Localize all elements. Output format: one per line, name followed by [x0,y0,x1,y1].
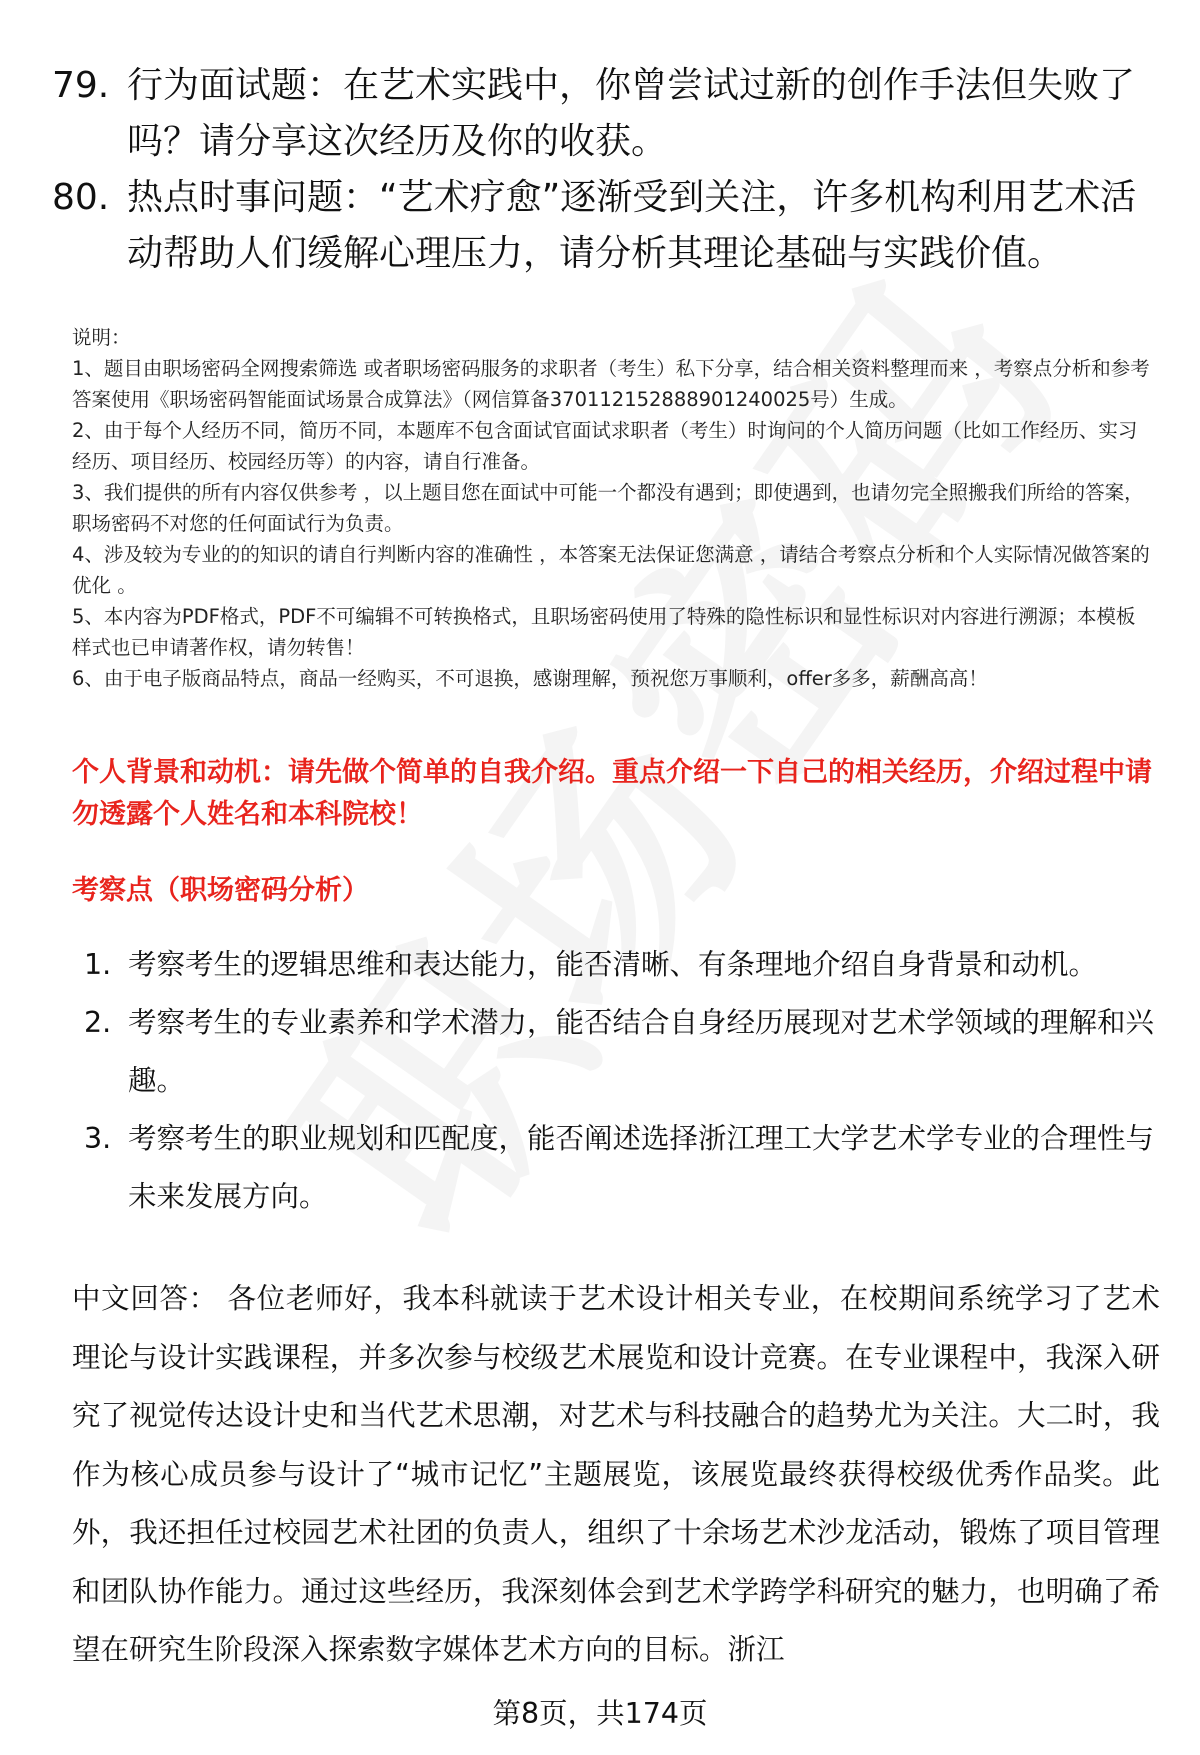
note-item: 6、由于电子版商品特点，商品一经购买，不可退换，感谢理解，预祝您万事顺利，offer多多，薪酬高高！ [72,667,988,690]
point-text: 考察考生的逻辑思维和表达能力，能否清晰、有条理地介绍自身背景和动机。 [128,948,1098,981]
question-text: 热点时事问题：“艺术疗愈”逐渐受到关注，许多机构利用艺术活动帮助人们缓解心理压力，请分析其理论基础与实践价值。 [127,177,1137,274]
list-item [84,1110,1164,1226]
point-number: 1. [84,948,112,981]
note-item: 2、由于每个人经历不同，简历不同，本题库不包含面试官面试求职者（考生）时询问的个人简历问题（比如工作经历、实习经历、项目经历、校园经历等）的内容，请自行准备。 [72,419,1138,473]
question-number: 79. [52,65,110,106]
notes-title: 说明： [72,326,131,349]
page-number: 第8页，共174页 [492,1697,708,1730]
question-79 [52,58,1152,170]
point-number: 3. [84,1122,112,1155]
disclaimer-notes [72,322,1152,694]
section-question: 个人背景和动机：请先做个简单的自我介绍。重点介绍一下自己的相关经历，介绍过程中请勿透露个人姓名和本科院校！ [72,757,1152,830]
section-heading: 考察点（职场密码分析） [72,875,369,906]
list-item [84,936,1164,994]
question-80 [52,170,1152,282]
point-number: 2. [84,1006,112,1039]
assessment-points [84,936,1164,1226]
note-item: 1、题目由职场密码全网搜索筛选 或者职场密码服务的求职者（考生）私下分享，结合相关资料整理而来 ，考察点分析和参考答案使用《职场密码智能面试场景合成算法》（网信算备370112152888901240025号）生成。 [72,357,1150,411]
question-number: 80. [52,177,110,218]
point-text: 考察考生的职业规划和匹配度，能否阐述选择浙江理工大学艺术学专业的合理性与未来发展方向。 [128,1122,1155,1213]
note-item: 3、我们提供的所有内容仅供参考 ，以上题目您在面试中可能一个都没有遇到；即使遇到，也请勿完全照搬我们所给的答案，职场密码不对您的任何面试行为负责。 [72,481,1144,535]
note-item: 5、本内容为PDF格式，PDF不可编辑不可转换格式，且职场密码使用了特殊的隐性标识和显性标识对内容进行溯源；本模板样式也已申请著作权，请勿转售！ [72,605,1136,659]
answer-text: 中文回答： 各位老师好，我本科就读于艺术设计相关专业，在校期间系统学习了艺术理论与设计实践课程，并多次参与校级艺术展览和设计竞赛。在专业课程中，我深入研究了视觉传达设计史和当代艺术思潮，对艺术与科技融合的趋势尤为关注。大二时，我作为核心成员参与设计了“城市记忆”主题展览，该展览最终获得校级优秀作品奖。此外，我还担任过校园艺术社团的负责人，组织了十余场艺术沙龙活动，锻炼了项目管理和团队协作能力。通过这些经历，我深刻体会到艺术学跨学科研究的魅力，也明确了希望在研究生阶段深入探索数字媒体艺术方向的目标。浙江 [72,1282,1160,1666]
question-text: 行为面试题：在艺术实践中，你曾尝试过新的创作手法但失败了吗？请分享这次经历及你的收获。 [127,65,1136,162]
note-item: 4、涉及较为专业的的知识的请自行判断内容的准确性 ，本答案无法保证您满意 ，请结合考察点分析和个人实际情况做答案的优化 。 [72,543,1150,597]
list-item [84,994,1164,1110]
point-text: 考察考生的专业素养和学术潜力，能否结合自身经历展现对艺术学领域的理解和兴趣。 [128,1006,1155,1097]
